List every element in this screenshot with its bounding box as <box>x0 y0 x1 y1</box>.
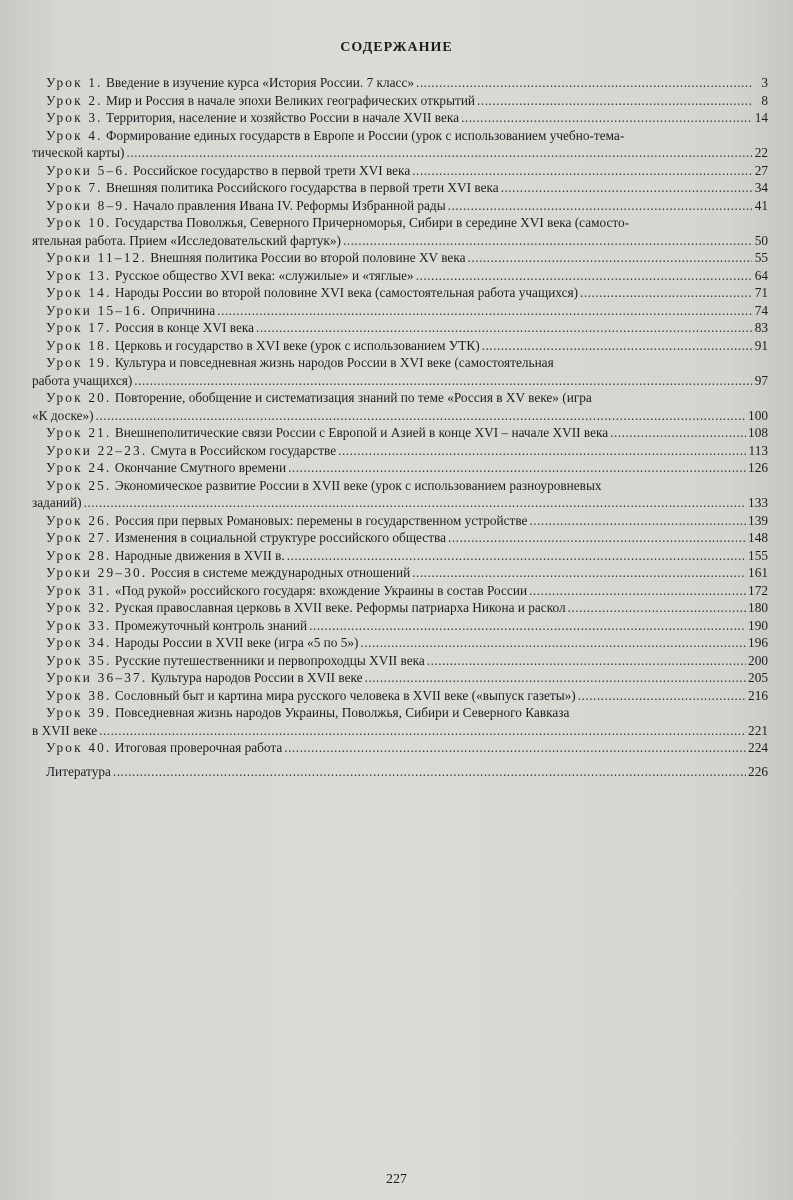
dot-leader <box>461 109 752 127</box>
toc-entry-title: «К доске») <box>32 407 94 423</box>
toc-entry-label: Уроки 22–23. <box>46 442 148 458</box>
dot-leader <box>578 687 746 705</box>
dot-leader <box>84 494 746 512</box>
toc-entry-title: работа учащихся) <box>32 372 133 388</box>
dot-leader <box>529 582 746 600</box>
toc-entry-label: Урок 35. <box>46 652 112 668</box>
toc-entry <box>32 582 768 600</box>
dot-leader <box>256 319 752 337</box>
toc-entry-page: 97 <box>754 372 768 388</box>
dot-leader <box>217 302 752 320</box>
toc-entry-label: Уроки 36–37. <box>46 670 148 685</box>
dot-leader <box>448 529 746 547</box>
toc-entry-title: Мир и Россия в начале эпохи Великих географических открытий <box>106 92 476 108</box>
toc-entry-title: Государства Поволжья, Северного Причерноморья, Сибири в середине XVI века (самосто- <box>114 215 630 230</box>
dot-leader <box>343 232 752 250</box>
toc-entry-page: 190 <box>748 617 768 633</box>
toc-entry-label: Урок 32. <box>46 600 112 615</box>
dot-leader <box>284 739 746 757</box>
toc-entry <box>32 687 768 705</box>
toc-entry-title: Российское государство в первой трети XVI века <box>133 162 411 178</box>
toc-entry <box>32 337 768 355</box>
toc-entry-title: Начало правления Ивана IV. Реформы Избранной рады <box>133 197 446 213</box>
toc-entry-page: 64 <box>754 267 768 283</box>
dot-leader <box>287 547 746 565</box>
toc-entry-page: 14 <box>754 110 768 125</box>
toc-entry <box>32 652 768 670</box>
toc-entry <box>32 197 768 215</box>
toc-entry-title: Культура и повседневная жизнь народов России в XVI веке (самостоятельная <box>114 355 554 370</box>
toc-entry-label: Уроки 11–12. <box>46 250 147 265</box>
toc-entry <box>32 669 768 687</box>
toc-entry-page: 126 <box>748 460 768 475</box>
toc-entry-title: Церковь и государство в XVI веке (урок с использованием УТК) <box>114 337 480 353</box>
toc-entry <box>32 704 768 739</box>
toc-entry-label: Уроки 5–6. <box>46 162 130 178</box>
page-number: 227 <box>386 1172 407 1187</box>
toc-entry-label: Урок 28. <box>46 547 112 563</box>
toc-entry <box>32 617 768 635</box>
toc-entry-title: тической карты) <box>32 145 125 160</box>
toc-entry <box>32 74 768 92</box>
toc-entry-label: Урок 24. <box>46 460 112 475</box>
toc-entry-page: 216 <box>748 687 768 703</box>
toc-entry-label: Урок 27. <box>46 530 112 545</box>
toc-entry-title: ятельная работа. Прием «Исследовательский фартук») <box>32 232 341 248</box>
toc-entry <box>32 442 768 460</box>
toc-entry-page: 133 <box>748 495 768 510</box>
toc-entry-title: в XVII веке <box>32 722 98 738</box>
dot-leader <box>610 424 746 442</box>
toc-entry-page: 172 <box>748 582 768 598</box>
toc-entry-label: Урок 10. <box>46 215 112 230</box>
toc-entry-page: 196 <box>748 635 768 650</box>
dot-leader <box>365 669 747 687</box>
dot-leader <box>580 284 752 302</box>
toc-entry-title: Опричнина <box>150 302 216 318</box>
toc-entry-title: Промежуточный контроль знаний <box>114 617 308 633</box>
toc-entry-label: Урок 33. <box>46 617 112 633</box>
toc-entry-page: 27 <box>754 162 768 178</box>
toc-entry-page: 161 <box>748 565 768 580</box>
toc-entry <box>32 763 768 781</box>
toc-entry-title: Экономическое развитие России в XVII веке (урок с использованием разноуровневых <box>114 477 602 493</box>
toc-entry-title: Формирование единых государств в Европе и России (урок с использованием учебно-тема- <box>106 127 625 143</box>
toc-entry-title: Введение в изучение курса «История России. 7 класс» <box>106 75 414 90</box>
toc-entry-title: «Под рукой» российского государя: вхождение Украины в состав России <box>114 582 528 598</box>
toc-entry-page: 155 <box>748 547 768 563</box>
toc-entry-title: Повседневная жизнь народов Украины, Поволжья, Сибири и Северного Кавказа <box>114 705 570 720</box>
toc-entry-title: Итоговая проверочная работа <box>114 740 283 755</box>
toc-entry-label: Урок 13. <box>46 267 112 283</box>
dot-leader <box>568 599 746 617</box>
dot-leader <box>113 763 746 781</box>
toc-entry <box>32 249 768 267</box>
toc-entry-title: Руская православная церковь в XVII веке. Реформы патриарха Никона и раскол <box>114 600 566 615</box>
toc-entry-title: Внешняя политика России во второй половине XV века <box>150 250 466 265</box>
dot-leader <box>99 722 746 740</box>
toc-entry-page: 8 <box>761 92 768 108</box>
toc-entry-label: Урок 39. <box>46 705 112 720</box>
toc-entry-title: Сословный быт и картина мира русского человека в XVII веке («выпуск газеты») <box>114 687 576 703</box>
toc-entry <box>32 529 768 547</box>
toc-entry-label: Литература <box>46 763 111 779</box>
toc-entry-page: 148 <box>748 530 768 545</box>
toc-entry <box>32 389 768 424</box>
dot-leader <box>309 617 746 635</box>
toc-entry-title: Народы России в XVII веке (игра «5 по 5») <box>114 635 359 650</box>
toc-entry-label: Урок 38. <box>46 687 112 703</box>
toc-entry-label: Уроки 15–16. <box>46 302 148 318</box>
toc-entry <box>32 354 768 389</box>
toc-entry-title: Народы России во второй половине XVI века (самостоятельная работа учащихся) <box>114 285 579 300</box>
toc-entry-title: Окончание Смутного времени <box>114 460 287 475</box>
toc-entry-page: 139 <box>748 512 768 528</box>
toc-entry-page: 55 <box>754 250 768 265</box>
toc-entry-title: Народные движения в XVII в. <box>114 547 285 563</box>
toc-entry-page: 100 <box>748 407 768 423</box>
toc-entry-label: Урок 2. <box>46 92 103 108</box>
toc-entry-page: 41 <box>754 197 768 213</box>
toc-entry-title: Внешняя политика Российского государства в первой трети XVI века <box>106 180 499 195</box>
toc-entry-label: Урок 40. <box>46 740 112 755</box>
dot-leader <box>477 92 752 110</box>
toc-entry-page: 3 <box>761 75 768 90</box>
toc-entry-title: Территория, население и хозяйство России в начале XVII века <box>106 110 460 125</box>
toc-entry-title: Россия в системе международных отношений <box>150 565 411 580</box>
toc-entry-page: 108 <box>748 425 768 440</box>
table-of-contents <box>32 74 768 780</box>
toc-entry-title: Россия при первых Романовых: перемены в государственном устройстве <box>114 512 528 528</box>
toc-entry-page: 113 <box>748 442 768 458</box>
dot-leader <box>529 512 746 530</box>
toc-entry-label: Урок 18. <box>46 337 112 353</box>
toc-entry-title: Смута в Российском государстве <box>150 442 337 458</box>
toc-entry <box>32 162 768 180</box>
toc-entry-label: Урок 14. <box>46 285 112 300</box>
toc-entry-title: Русские путешественники и первопроходцы XVII века <box>114 652 425 668</box>
toc-entry-title: Повторение, обобщение и систематизация знаний по теме «Россия в XV веке» (игра <box>114 390 592 405</box>
toc-entry-label: Урок 19. <box>46 355 112 370</box>
toc-entry-page: 34 <box>754 180 768 195</box>
toc-entry <box>32 302 768 320</box>
toc-entry-title: Внешнеполитические связи России с Европой и Азией в конце XVI – начале XVII века <box>114 425 609 440</box>
toc-entry <box>32 319 768 337</box>
toc-entry-page: 226 <box>748 763 768 779</box>
dot-leader <box>288 459 746 477</box>
toc-entry-label: Урок 7. <box>46 180 103 195</box>
dot-leader <box>134 372 752 390</box>
toc-entry <box>32 634 768 652</box>
toc-entry-page: 224 <box>748 740 768 755</box>
toc-entry-page: 50 <box>754 232 768 248</box>
toc-entry-page: 22 <box>754 145 768 160</box>
toc-entry-page: 83 <box>754 320 768 335</box>
toc-entry-page: 91 <box>754 337 768 353</box>
toc-entry-label: Уроки 8–9. <box>46 197 130 213</box>
toc-entry-label: Урок 31. <box>46 582 112 598</box>
toc-entry-page: 74 <box>754 302 768 318</box>
toc-entry-title: Россия в конце XVI века <box>114 320 255 335</box>
toc-entry <box>32 109 768 127</box>
toc-entry-title: заданий) <box>32 495 82 510</box>
toc-entry-label: Урок 3. <box>46 110 103 125</box>
dot-leader <box>416 74 752 92</box>
page-title: СОДЕРЖАНИЕ <box>340 40 453 55</box>
toc-entry <box>32 739 768 757</box>
dot-leader <box>482 337 752 355</box>
toc-entry-label: Урок 25. <box>46 477 112 493</box>
dot-leader <box>416 267 752 285</box>
toc-entry <box>32 284 768 302</box>
toc-entry <box>32 92 768 110</box>
toc-entry <box>32 459 768 477</box>
toc-entry-page: 205 <box>748 670 768 685</box>
dot-leader <box>361 634 747 652</box>
toc-entry <box>32 477 768 512</box>
toc-entry-title: Русское общество XVI века: «служилые» и «тяглые» <box>114 267 414 283</box>
dot-leader <box>448 197 752 215</box>
dot-leader <box>427 652 746 670</box>
toc-entry <box>32 267 768 285</box>
toc-entry <box>32 599 768 617</box>
dot-leader <box>412 564 746 582</box>
toc-entry <box>32 564 768 582</box>
toc-entry-label: Урок 1. <box>46 75 103 90</box>
toc-entry-page: 71 <box>754 285 768 300</box>
toc-entry <box>32 512 768 530</box>
toc-entry <box>32 424 768 442</box>
toc-entry-label: Урок 21. <box>46 425 112 440</box>
toc-entry <box>32 179 768 197</box>
toc-entry-page: 221 <box>748 722 768 738</box>
toc-entry <box>32 127 768 162</box>
dot-leader <box>338 442 746 460</box>
dot-leader <box>501 179 752 197</box>
toc-entry-page: 180 <box>748 600 768 615</box>
toc-entry-label: Уроки 29–30. <box>46 565 148 580</box>
toc-entry-label: Урок 34. <box>46 635 112 650</box>
toc-entry-title: Культура народов России в XVII веке <box>150 670 363 685</box>
toc-entry-label: Урок 26. <box>46 512 112 528</box>
toc-entry <box>32 214 768 249</box>
toc-entry-label: Урок 17. <box>46 320 112 335</box>
dot-leader <box>126 144 752 162</box>
toc-entry-label: Урок 20. <box>46 390 112 405</box>
toc-entry-title: Изменения в социальной структуре российского общества <box>114 530 447 545</box>
toc-entry-page: 200 <box>748 652 768 668</box>
dot-leader <box>468 249 753 267</box>
toc-entry <box>32 547 768 565</box>
dot-leader <box>412 162 752 180</box>
dot-leader <box>96 407 746 425</box>
toc-entry-label: Урок 4. <box>46 127 103 143</box>
